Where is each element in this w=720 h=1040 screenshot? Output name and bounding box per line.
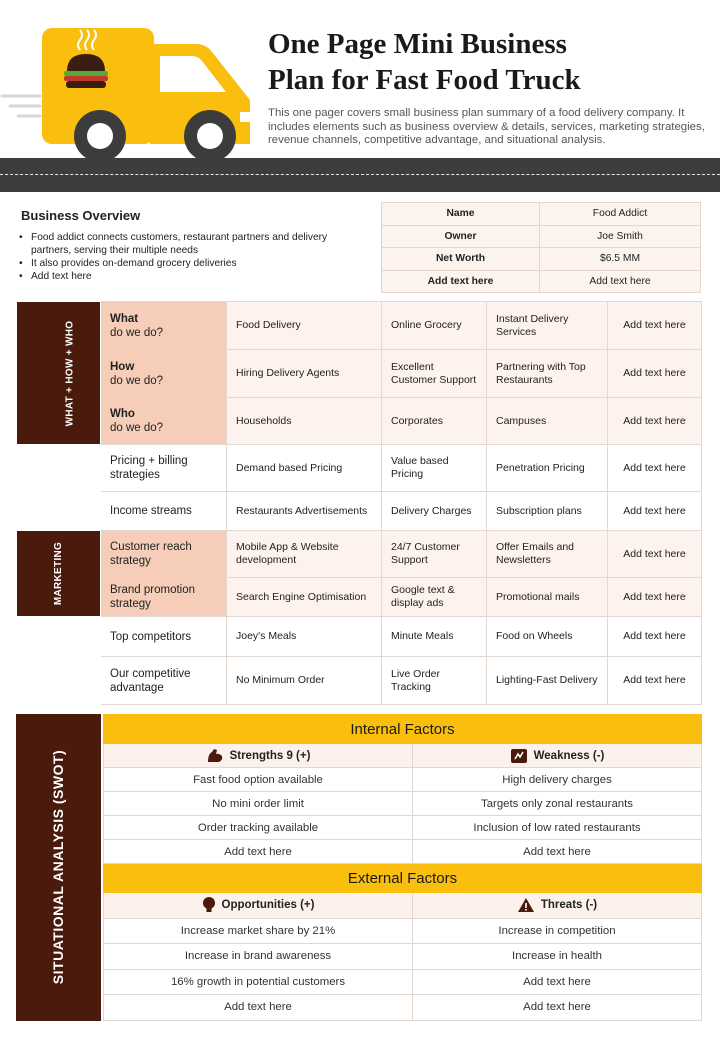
swot-band-internal: Internal Factors (104, 715, 702, 744)
swot-row: Add text here Add text here (104, 840, 702, 864)
swot-side-label: SITUATIONAL ANALYSIS (SWOT) (16, 714, 101, 1021)
table-row: COMPETITION Top competitors Joey's Meals Minute Meals Food on Wheels Add text here (17, 617, 702, 657)
strengths-header: Strengths 9 (+) (104, 744, 413, 768)
business-overview (14, 206, 364, 283)
section-revenue: REVENUE (17, 445, 101, 531)
flexed-arm-icon (206, 748, 224, 764)
info-row: Add text here Add text here (382, 270, 701, 293)
road-divider (0, 158, 720, 192)
swot-header-row (104, 744, 702, 768)
overview-bullet: • Food addict connects customers, restaurant partners and delivery partners, serving their multiple needs (14, 231, 364, 257)
info-row: Name Food Addict (382, 203, 701, 226)
swot-row: Increase market share by 21% Increase in competition (104, 918, 702, 944)
swot-row: 16% growth in potential customers Add text here (104, 969, 702, 995)
swot-header-row (104, 893, 702, 919)
section-competition: COMPETITION (17, 617, 101, 705)
food-truck-icon (0, 26, 260, 166)
table-row: Income streams Restaurants Advertisements Delivery Charges Subscription plans Add text here (17, 492, 702, 531)
row-label: Who do we do? (101, 398, 227, 445)
swot-table (103, 714, 702, 1021)
overview-bullet: • Add text here (14, 270, 364, 283)
business-overview-list (14, 231, 364, 283)
swot-row: No mini order limit Targets only zonal restaurants (104, 792, 702, 816)
threats-header: Threats (-) (413, 893, 702, 919)
section-marketing: MARKETING (17, 531, 101, 617)
table-row: How do we do? Hiring Delivery Agents Excellent Customer Support Partnering with Top Restaurants Add text here (17, 350, 702, 398)
swot-band-external: External Factors (104, 864, 702, 893)
warning-icon (517, 897, 535, 913)
swot-row: Order tracking available Inclusion of low rated restaurants (104, 816, 702, 840)
swot-row: Add text here Add text here (104, 995, 702, 1021)
row-label: What do we do? (101, 302, 227, 350)
business-overview-title: Business Overview (21, 208, 141, 223)
page-subtitle: This one pager covers small business plan summary of a food delivery company. It includes elements such as business overview & details, services, marketing strategies, revenue channels, competitive advantage, and situational analysis. (268, 107, 705, 147)
row-label: How do we do? (101, 350, 227, 398)
overview-bullet: • It also provides on-demand grocery deliveries (14, 257, 364, 270)
business-info-table (381, 202, 701, 293)
table-row: Our competitive advantage No Minimum Order Live Order Tracking Lighting-Fast Delivery Add text here (17, 657, 702, 705)
lightbulb-icon (202, 896, 216, 914)
info-row: Owner Joe Smith (382, 225, 701, 248)
swot-row: Increase in brand awareness Increase in health (104, 944, 702, 970)
business-plan-grid (16, 301, 702, 705)
page-title: One Page Mini Business Plan for Fast Food Truck (268, 28, 581, 96)
weakness-icon (510, 748, 528, 764)
opportunities-header: Opportunities (+) (104, 893, 413, 919)
swot-row: Fast food option available High delivery charges (104, 768, 702, 792)
section-what-how-who: WHAT + HOW + WHO (17, 302, 101, 445)
header (0, 0, 720, 200)
table-row: Who do we do? Households Corporates Campuses Add text here (17, 398, 702, 445)
info-row: Net Worth $6.5 MM (382, 248, 701, 271)
table-row: REVENUE Pricing + billing strategies Demand based Pricing Value based Pricing Penetration Pricing Add text here (17, 445, 702, 492)
table-row: WHAT + HOW + WHO What do we do? Food Delivery Online Grocery Instant Delivery Services Add text here (17, 302, 702, 350)
weakness-header: Weakness (-) (413, 744, 702, 768)
table-row: Brand promotion strategy Search Engine Optimisation Google text & display ads Promotional mails Add text here (17, 578, 702, 617)
table-row: MARKETING Customer reach strategy Mobile App & Website development 24/7 Customer Support Offer Emails and Newsletters Add text here (17, 531, 702, 578)
